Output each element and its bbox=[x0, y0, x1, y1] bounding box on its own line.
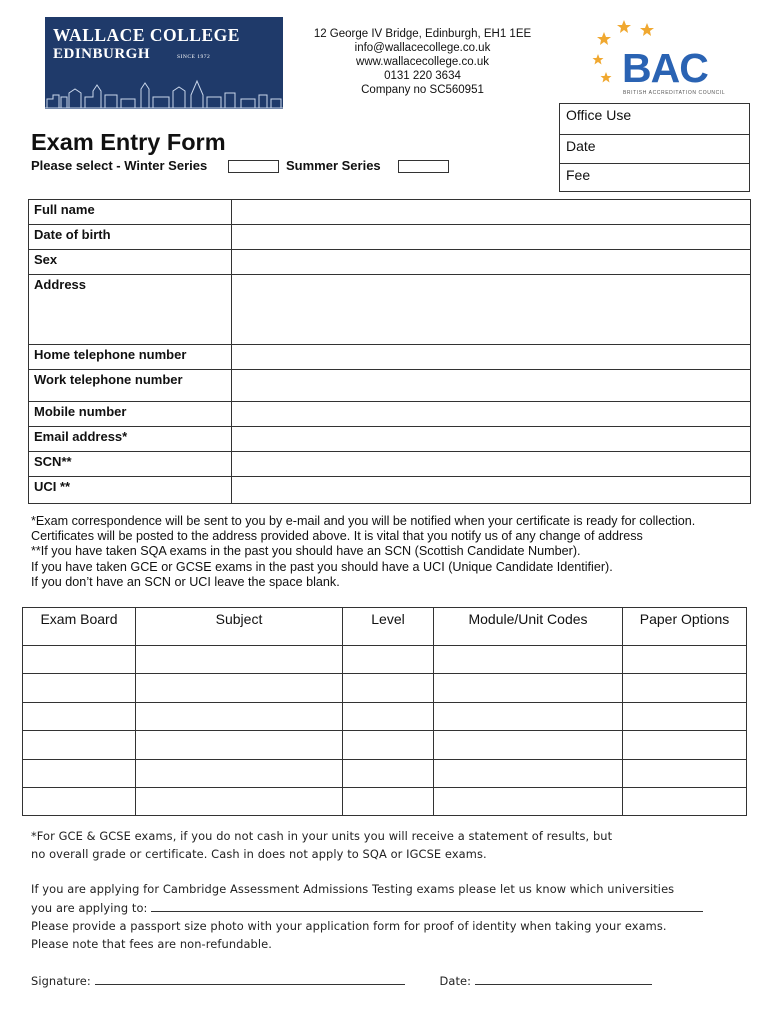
exam-cell[interactable] bbox=[136, 759, 343, 787]
exam-cell[interactable] bbox=[136, 674, 343, 702]
field-input[interactable] bbox=[232, 345, 751, 370]
exam-cell[interactable] bbox=[23, 731, 136, 759]
exam-cell[interactable] bbox=[136, 731, 343, 759]
bac-logo-subtitle: BRITISH ACCREDITATION COUNCIL bbox=[623, 90, 726, 96]
exam-cell[interactable] bbox=[434, 702, 623, 730]
personal-row bbox=[29, 225, 751, 250]
gce-note-line-2: no overall grade or certificate. Cash in does not apply to SQA or IGCSE exams. bbox=[31, 847, 487, 861]
exam-cell[interactable] bbox=[136, 702, 343, 730]
field-label: Home telephone number bbox=[29, 345, 232, 370]
field-input[interactable] bbox=[232, 250, 751, 275]
bac-logo-text: BAC bbox=[622, 45, 708, 91]
exam-cell[interactable] bbox=[623, 759, 747, 787]
notes-section bbox=[31, 514, 746, 590]
signature-field[interactable] bbox=[95, 971, 405, 985]
exam-cell[interactable] bbox=[136, 787, 343, 815]
skyline-icon bbox=[45, 75, 283, 109]
header-subject: Subject bbox=[136, 608, 343, 646]
email-note: *Exam correspondence will be sent to you by e-mail and you will be notified when your certificate is ready for collection. Certificates will be posted to the address provided above. It is vital that you notify us of any change of address bbox=[31, 514, 696, 544]
field-label: Address bbox=[29, 275, 232, 345]
field-label: Full name bbox=[29, 200, 232, 225]
phone-text: 0131 220 3634 bbox=[384, 70, 461, 82]
cambridge-note-line-2 bbox=[31, 898, 746, 917]
series-selector bbox=[31, 158, 207, 173]
personal-row bbox=[29, 275, 751, 345]
field-label: Work telephone number bbox=[29, 370, 232, 402]
blank-note: If you don’t have an SCN or UCI leave the space blank. bbox=[31, 574, 340, 589]
field-label: Date of birth bbox=[29, 225, 232, 250]
personal-row bbox=[29, 452, 751, 477]
signature-row bbox=[31, 971, 746, 990]
footer-notes bbox=[31, 827, 746, 990]
personal-row bbox=[29, 427, 751, 452]
exam-cell[interactable] bbox=[434, 674, 623, 702]
exam-cell[interactable] bbox=[23, 646, 136, 674]
personal-row bbox=[29, 345, 751, 370]
exam-cell[interactable] bbox=[343, 787, 434, 815]
personal-row bbox=[29, 402, 751, 427]
exam-cell[interactable] bbox=[434, 731, 623, 759]
exam-row bbox=[23, 674, 747, 702]
signature-label: Signature: bbox=[31, 974, 91, 988]
uci-note: If you have taken GCE or GCSE exams in the past you should have a UCI (Unique Candidate Identifier). bbox=[31, 559, 613, 574]
bac-logo bbox=[590, 18, 730, 102]
exam-cell[interactable] bbox=[343, 646, 434, 674]
exam-cell[interactable] bbox=[23, 702, 136, 730]
exam-cell[interactable] bbox=[623, 787, 747, 815]
exam-cell[interactable] bbox=[623, 702, 747, 730]
cambridge-note-line-1: If you are applying for Cambridge Assessment Admissions Testing exams please let us know which universities bbox=[31, 882, 675, 896]
summer-series-checkbox[interactable] bbox=[398, 160, 449, 173]
field-label: Sex bbox=[29, 250, 232, 275]
exam-cell[interactable] bbox=[23, 787, 136, 815]
exam-cell[interactable] bbox=[343, 731, 434, 759]
date-label: Date: bbox=[439, 974, 472, 988]
logo-line-1: WALLACE COLLEGE bbox=[53, 25, 240, 45]
exam-row bbox=[23, 646, 747, 674]
date-field[interactable] bbox=[475, 971, 652, 985]
header-exam-board: Exam Board bbox=[23, 608, 136, 646]
field-label: UCI ** bbox=[29, 477, 232, 504]
office-use-heading: Office Use bbox=[566, 107, 632, 123]
logo-line-2: EDINBURGH bbox=[53, 46, 151, 62]
email-text: info@wallacecollege.co.uk bbox=[354, 42, 491, 54]
winter-series-label: Please select - Winter Series bbox=[31, 158, 208, 173]
exam-cell[interactable] bbox=[343, 674, 434, 702]
field-input[interactable] bbox=[232, 275, 751, 345]
personal-details-table bbox=[28, 199, 751, 504]
website-text: www.wallacecollege.co.uk bbox=[356, 56, 489, 68]
exam-cell[interactable] bbox=[343, 702, 434, 730]
exam-cell[interactable] bbox=[23, 759, 136, 787]
universities-field[interactable] bbox=[151, 898, 703, 912]
company-number-text: Company no SC560951 bbox=[361, 84, 484, 96]
field-label: SCN** bbox=[29, 452, 232, 477]
fees-note: Please note that fees are non-refundable. bbox=[31, 937, 272, 951]
gce-note-line-1: *For GCE & GCSE exams, if you do not cash in your units you will receive a statement of results, but bbox=[31, 829, 613, 843]
exam-cell[interactable] bbox=[434, 787, 623, 815]
personal-row bbox=[29, 477, 751, 504]
exam-cell[interactable] bbox=[434, 759, 623, 787]
office-fee-field[interactable]: Fee bbox=[560, 163, 749, 192]
wallace-college-logo bbox=[45, 17, 283, 109]
header-paper-options: Paper Options bbox=[623, 608, 747, 646]
field-input[interactable] bbox=[232, 200, 751, 225]
exam-cell[interactable] bbox=[623, 674, 747, 702]
exam-cell[interactable] bbox=[343, 759, 434, 787]
field-input[interactable] bbox=[232, 452, 751, 477]
address-text: 12 George IV Bridge, Edinburgh, EH1 1EE bbox=[313, 28, 532, 40]
exam-cell[interactable] bbox=[23, 674, 136, 702]
field-input[interactable] bbox=[232, 477, 751, 504]
winter-series-checkbox[interactable] bbox=[228, 160, 279, 173]
field-input[interactable] bbox=[232, 402, 751, 427]
exam-cell[interactable] bbox=[136, 646, 343, 674]
exam-cell[interactable] bbox=[623, 646, 747, 674]
office-use-box bbox=[559, 103, 750, 192]
logo-since: SINCE 1972 bbox=[177, 54, 211, 60]
personal-row bbox=[29, 200, 751, 225]
exam-cell[interactable] bbox=[623, 731, 747, 759]
universities-label: you are applying to: bbox=[31, 901, 148, 915]
exam-row bbox=[23, 759, 747, 787]
exam-row bbox=[23, 702, 747, 730]
exam-table-header bbox=[23, 608, 747, 646]
exam-row bbox=[23, 731, 747, 759]
contact-details bbox=[290, 27, 555, 97]
field-label: Email address* bbox=[29, 427, 232, 452]
page-title: Exam Entry Form bbox=[31, 129, 226, 155]
office-date-field[interactable]: Date bbox=[560, 134, 749, 164]
exam-cell[interactable] bbox=[434, 646, 623, 674]
header-level: Level bbox=[343, 608, 434, 646]
exam-entries-table bbox=[22, 607, 747, 816]
field-input[interactable] bbox=[232, 370, 751, 402]
field-input[interactable] bbox=[232, 427, 751, 452]
exam-row bbox=[23, 787, 747, 815]
field-input[interactable] bbox=[232, 225, 751, 250]
scn-note: **If you have taken SQA exams in the past you should have an SCN (Scottish Candidate Number). bbox=[31, 544, 581, 559]
personal-row bbox=[29, 250, 751, 275]
personal-row bbox=[29, 370, 751, 402]
field-label: Mobile number bbox=[29, 402, 232, 427]
photo-note: Please provide a passport size photo with your application form for proof of identity when taking your exams. bbox=[31, 919, 667, 933]
header-module-codes: Module/Unit Codes bbox=[434, 608, 623, 646]
summer-series-label: Summer Series bbox=[286, 158, 381, 173]
